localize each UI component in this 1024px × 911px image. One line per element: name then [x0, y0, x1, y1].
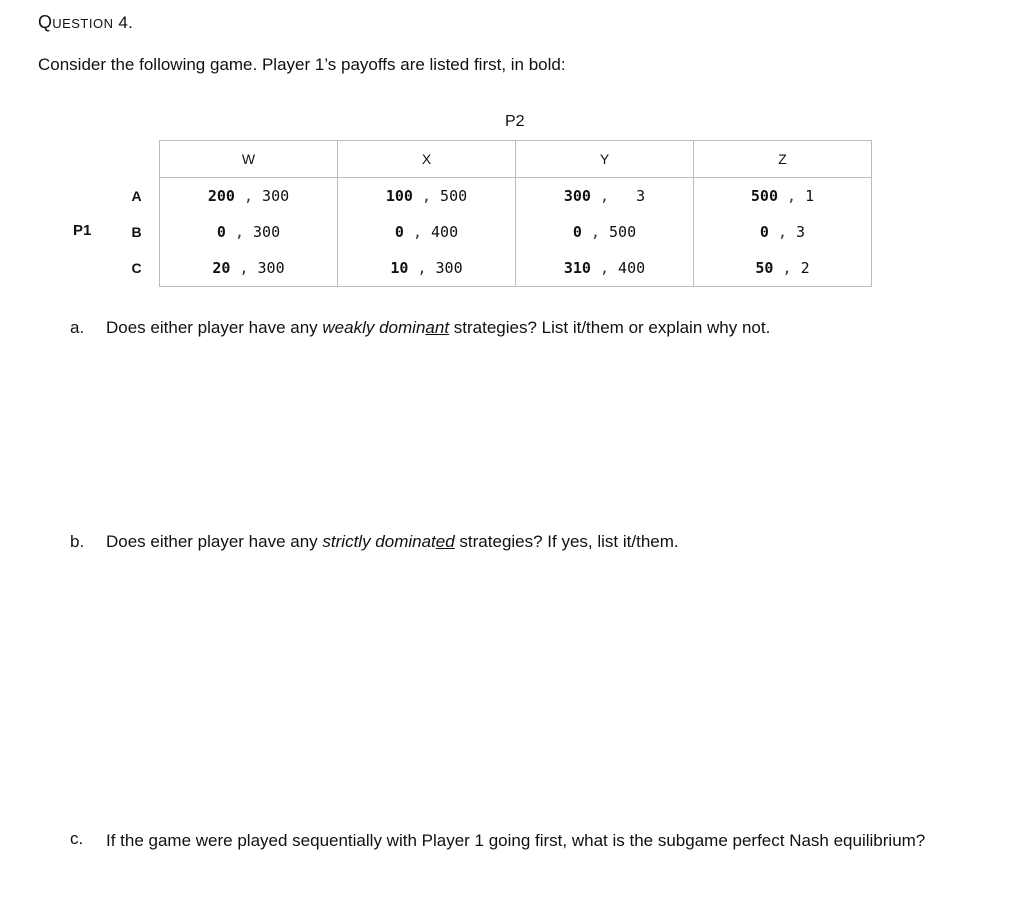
payoff-cell	[338, 178, 516, 215]
matrix-row-b	[114, 214, 872, 250]
payoff-separator: ,	[768, 223, 797, 241]
column-header-x: X	[338, 141, 516, 178]
question-a-underlined: ant	[425, 318, 450, 337]
p2-payoff: 300	[253, 223, 281, 241]
question-b-underlined: ed	[435, 532, 455, 551]
p1-payoff: 0	[394, 223, 404, 241]
payoff-cell	[160, 214, 338, 250]
question-b-emphasis-text: strictly dominat	[322, 532, 436, 551]
p1-payoff: 0	[759, 223, 769, 241]
column-header-y: Y	[516, 141, 694, 178]
p2-payoff: 300	[257, 259, 285, 277]
p1-payoff: 500	[750, 187, 778, 205]
p2-payoff: 3	[796, 223, 806, 241]
matrix-row-a	[114, 178, 872, 215]
payoff-separator: ,	[581, 223, 610, 241]
question-c-label: c.	[70, 829, 84, 848]
question-b-label: b.	[70, 532, 85, 551]
payoff-separator: ,	[412, 187, 441, 205]
heading-rest: UESTION	[52, 16, 114, 31]
question-b-post: strategies? If yes, list it/them.	[454, 532, 679, 551]
column-header-z: Z	[694, 141, 872, 178]
question-a-emphasis	[322, 318, 449, 337]
payoff-cell	[338, 250, 516, 287]
p1-payoff: 100	[385, 187, 413, 205]
question-b-emphasis	[322, 532, 454, 551]
question-a-post: strategies? List it/them or explain why not.	[449, 318, 771, 337]
question-a-text	[106, 318, 770, 338]
heading-initial: Q	[38, 12, 53, 32]
payoff-cell	[516, 250, 694, 287]
question-a	[70, 318, 770, 338]
p1-payoff: 10	[390, 259, 409, 277]
payoff-cell	[338, 214, 516, 250]
p2-payoff: 1	[805, 187, 815, 205]
payoff-separator: ,	[234, 187, 263, 205]
matrix-row-c	[114, 250, 872, 287]
p2-payoff: 300	[262, 187, 290, 205]
p2-payoff: 400	[618, 259, 646, 277]
payoff-separator: ,	[590, 259, 619, 277]
payoff-matrix	[114, 140, 872, 287]
question-a-emphasis-text: weakly domin	[322, 318, 426, 337]
p2-payoff: 300	[435, 259, 463, 277]
payoff-separator: ,	[773, 259, 801, 277]
question-b-pre: Does either player have any	[106, 532, 323, 551]
p2-payoff: 500	[440, 187, 468, 205]
payoff-cell	[694, 250, 872, 287]
payoff-cell	[516, 214, 694, 250]
p2-payoff: 2	[800, 259, 810, 277]
row-label-b: B	[131, 224, 142, 240]
question-c-text: If the game were played sequentially with Player 1 going first, what is the subgame perfect Nash equilibrium?	[106, 831, 926, 850]
payoff-separator: ,	[225, 223, 254, 241]
payoff-cell	[516, 178, 694, 215]
row-label-c: C	[131, 260, 142, 277]
p1-payoff: 50	[755, 259, 774, 277]
question-c	[70, 829, 926, 853]
question-b	[70, 532, 679, 552]
intro-text: Consider the following game. Player 1’s payoffs are listed first, in bold:	[38, 55, 566, 74]
payoff-cell	[694, 178, 872, 215]
payoff-separator: ,	[403, 223, 432, 241]
row-player-label: P1	[73, 222, 92, 239]
payoff-cell	[160, 178, 338, 215]
payoff-separator: ,	[408, 259, 436, 277]
payoff-cell	[160, 250, 338, 287]
p2-payoff: 3	[636, 187, 646, 205]
row-label-a: A	[131, 187, 142, 204]
question-a-label: a.	[70, 318, 85, 337]
payoff-separator: ,	[777, 187, 806, 205]
column-header-w: W	[160, 141, 338, 178]
p1-payoff: 310	[563, 259, 591, 277]
p2-payoff: 500	[609, 223, 637, 241]
payoff-separator: ,	[230, 259, 258, 277]
column-player-label: P2	[505, 113, 525, 130]
column-header-row	[114, 141, 872, 178]
payoff-cell	[694, 214, 872, 250]
question-a-pre: Does either player have any	[106, 318, 323, 337]
heading-number: 4.	[113, 13, 134, 32]
p1-payoff: 20	[212, 259, 231, 277]
p1-payoff: 0	[216, 223, 226, 241]
p1-payoff: 300	[563, 187, 591, 205]
p1-payoff: 0	[572, 223, 582, 241]
question-heading	[38, 12, 133, 33]
p1-payoff: 200	[207, 187, 235, 205]
p2-payoff: 400	[431, 223, 459, 241]
question-b-text	[106, 532, 679, 552]
payoff-separator: ,	[590, 187, 637, 205]
